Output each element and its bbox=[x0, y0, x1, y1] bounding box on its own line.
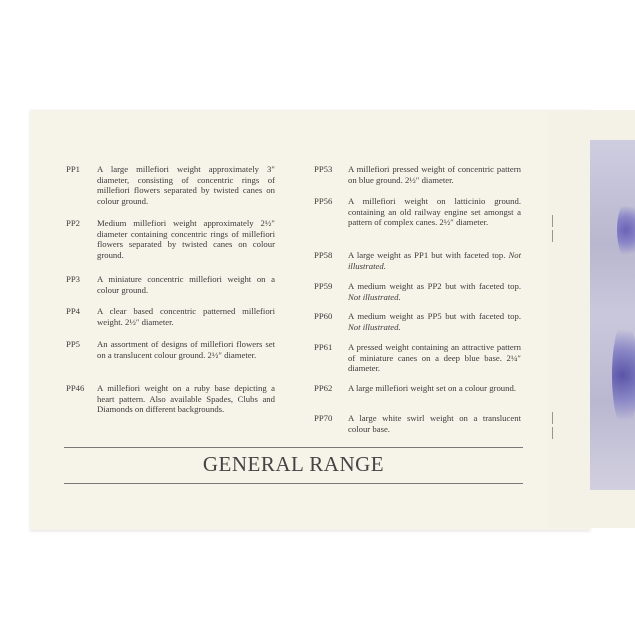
product-description: A large white swirl weight on a translucent colour base. bbox=[348, 413, 521, 434]
section-heading: GENERAL RANGE bbox=[202, 452, 385, 476]
paperweight-photo bbox=[590, 140, 635, 490]
product-description: A pressed weight containing an attractive pattern of miniature canes on a deep blue base. 2¼″ diameter. bbox=[348, 342, 521, 374]
not-illustrated-note: Not illustrated. bbox=[348, 321, 401, 332]
description-text: A large weight as PP1 but with faceted top. bbox=[348, 250, 506, 260]
product-description: A millefiori pressed weight of concentric pattern on blue ground. 2½″ diameter. bbox=[348, 164, 521, 185]
product-code: PP61 bbox=[314, 342, 333, 352]
product-description: A millefiori weight on a ruby base depicting a heart pattern. Also available Spades, Clubs and Diamonds on different backgrounds. bbox=[97, 383, 275, 415]
not-illustrated-note: Not illustrated. bbox=[348, 291, 401, 302]
product-description: An assortment of designs of millefiori flowers set on a translucent colour ground. 2½″ diameter. bbox=[97, 339, 275, 360]
product-code: PP1 bbox=[66, 164, 81, 174]
product-code: PP60 bbox=[314, 311, 333, 321]
bottom-rule bbox=[64, 483, 523, 484]
product-code: PP5 bbox=[66, 339, 81, 349]
product-description: Medium millefiori weight approximately 2½″ diameter containing concentric rings of millefiori flowers separated by twisted canes on colour ground. bbox=[97, 218, 275, 260]
paperweight-image-top bbox=[617, 200, 635, 260]
product-description: A millefiori weight on latticinio ground. containing an old railway engine set amongst a pattern of complex canes. 2½″ diameter. bbox=[348, 196, 521, 228]
product-code: PP58 bbox=[314, 250, 333, 260]
staple-mark bbox=[552, 215, 557, 227]
product-code: PP46 bbox=[66, 383, 85, 393]
not-illustrated-note: Not illustrated. bbox=[348, 250, 522, 271]
product-description bbox=[348, 250, 521, 271]
description-text: A medium weight as PP5 but with faceted top. bbox=[348, 311, 521, 321]
product-description: A miniature concentric millefiori weight on a colour ground. bbox=[97, 274, 275, 295]
product-description: A large millefiori weight approximately 3″ diameter, consisting of concentric rings of millefiori flowers separated by twisted canes on colour ground. bbox=[97, 164, 275, 206]
product-description: A clear based concentric patterned millefiori weight. 2½″ diameter. bbox=[97, 306, 275, 327]
product-code: PP4 bbox=[66, 306, 81, 316]
product-code: PP3 bbox=[66, 274, 81, 284]
staple-mark bbox=[552, 412, 557, 424]
staple-mark bbox=[552, 230, 557, 242]
product-description bbox=[348, 311, 521, 332]
product-code: PP62 bbox=[314, 383, 333, 393]
product-code: PP59 bbox=[314, 281, 333, 291]
staple-mark bbox=[552, 427, 557, 439]
top-rule bbox=[64, 447, 523, 448]
paperweight-image-bottom bbox=[612, 320, 635, 430]
product-code: PP70 bbox=[314, 413, 333, 423]
product-code: PP53 bbox=[314, 164, 333, 174]
product-description bbox=[348, 281, 521, 302]
product-code: PP2 bbox=[66, 218, 81, 228]
description-text: A medium weight as PP2 but with faceted top. bbox=[348, 281, 521, 291]
product-description: A large millefiori weight set on a colour ground. bbox=[348, 383, 517, 393]
product-code: PP56 bbox=[314, 196, 333, 206]
